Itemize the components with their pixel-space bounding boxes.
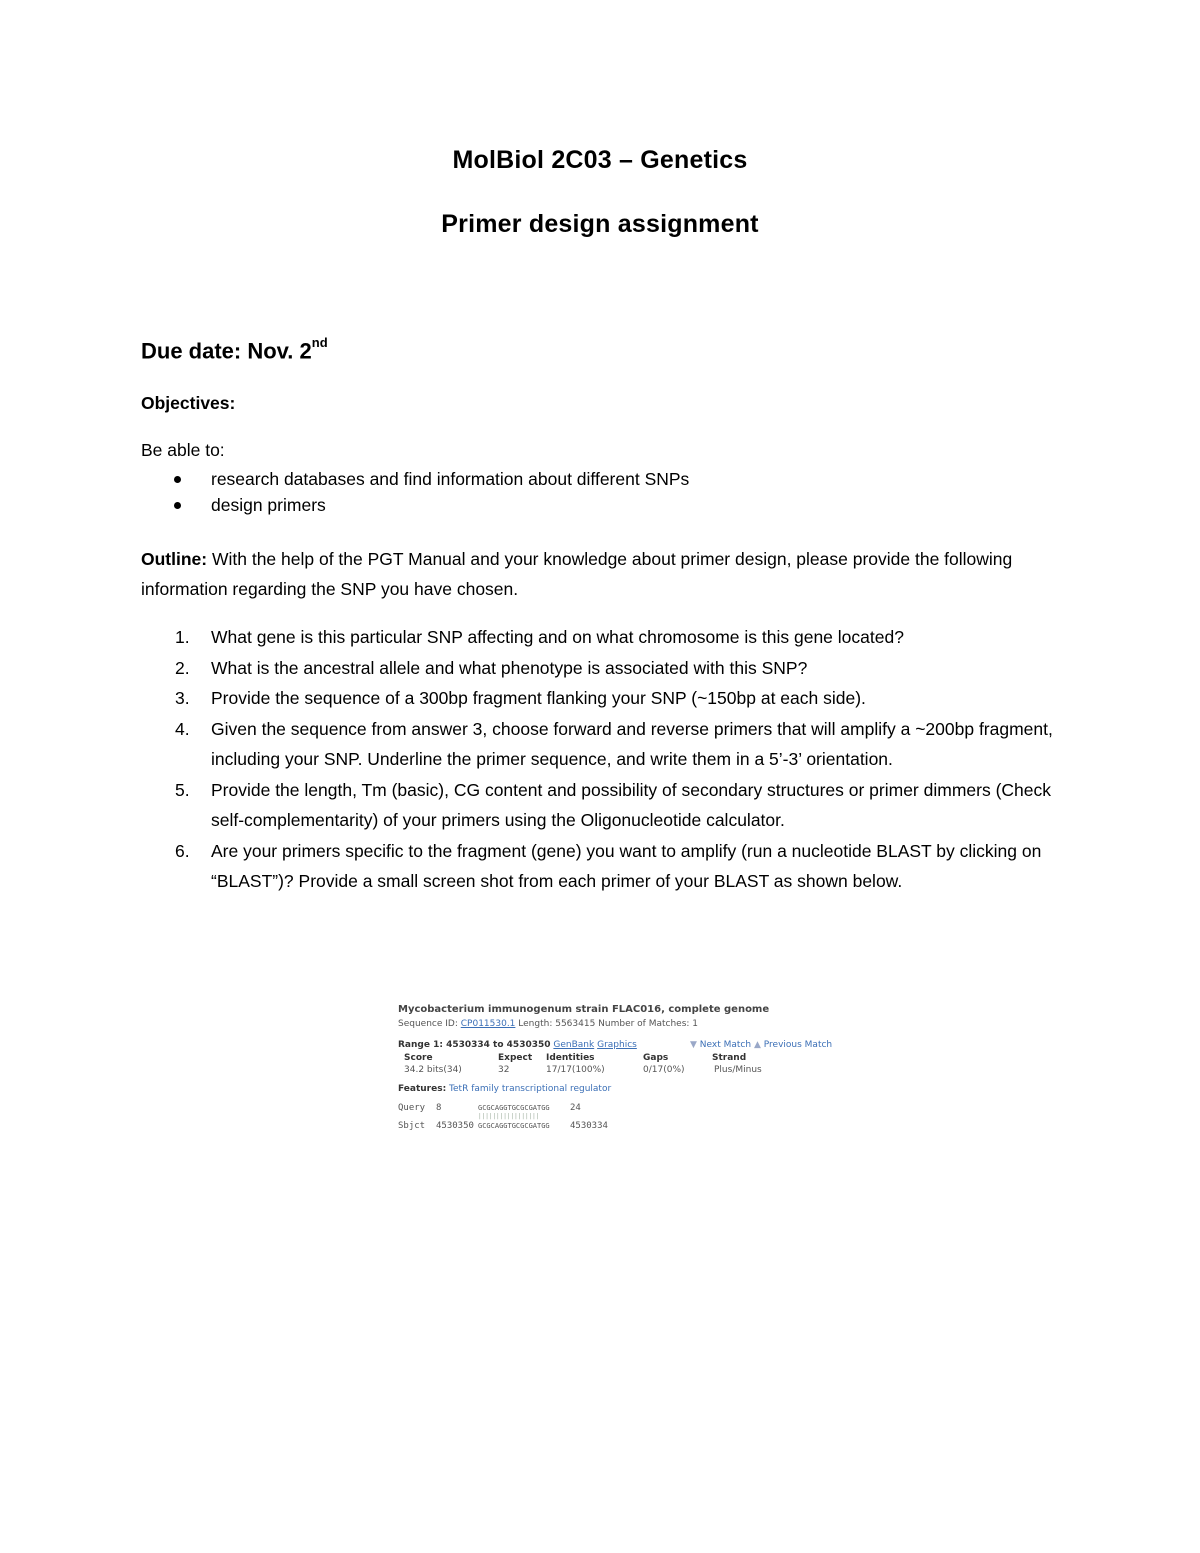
course-title: MolBiol 2C03 – Genetics (452, 146, 748, 174)
blast-sbjct-line (398, 1121, 608, 1131)
question-text: Provide the sequence of a 300bp fragment flanking your SNP (~150bp at each side). (211, 688, 866, 708)
blast-val-score: 34.2 bits(34) (404, 1065, 462, 1075)
blast-match-nav (690, 1040, 832, 1050)
blast-match-line: ||||||||||||||||| (478, 1113, 540, 1120)
objectives-list (141, 466, 689, 518)
outline-label: Outline: (141, 549, 208, 569)
blast-features-line (398, 1084, 611, 1094)
list-item-text: design primers (211, 494, 326, 515)
blast-col-gaps: Gaps (643, 1053, 669, 1063)
blast-range-label: Range 1: 4530334 to 4530350 (398, 1040, 551, 1050)
blast-col-identities: Identities (546, 1053, 595, 1063)
question-item (141, 653, 1071, 684)
blast-val-expect: 32 (498, 1065, 510, 1075)
question-item (141, 836, 1071, 897)
blast-seq-suffix: Length: 5563415 Number of Matches: 1 (518, 1019, 699, 1029)
question-number: 3. (175, 688, 190, 708)
blast-next-match[interactable]: Next Match (699, 1040, 752, 1050)
blast-sbjct-start: 4530350 (436, 1121, 474, 1131)
blast-query-seq: GCGCAGGTGCGCGATGG (478, 1104, 550, 1112)
questions-list (141, 622, 1071, 897)
blast-sbjct-label: Sbjct (398, 1121, 426, 1131)
due-date-superscript: nd (311, 335, 328, 350)
question-text: Given the sequence from answer 3, choose forward and reverse primers that will amplify a ~200bp fragment, including your SNP. Underline the primer sequence, and write them in a 5’-3’ orientation. (211, 718, 1053, 769)
outline-paragraph (141, 544, 1071, 604)
blast-val-gaps: 0/17(0%) (643, 1065, 685, 1075)
blast-query-label: Query (398, 1103, 426, 1113)
question-number: 2. (175, 657, 190, 678)
blast-seq-id-link[interactable]: CP011530.1 (460, 1019, 516, 1029)
triangle-down-icon: ▼ (690, 1040, 697, 1050)
blast-screenshot (398, 1004, 833, 1134)
question-item (141, 683, 1071, 714)
blast-features-link[interactable]: TetR family transcriptional regulator (449, 1084, 612, 1094)
blast-query-line (398, 1103, 581, 1113)
blast-sbjct-seq: GCGCAGGTGCGCGATGG (478, 1122, 550, 1130)
list-item (141, 466, 689, 492)
objectives-intro: Be able to: (141, 440, 225, 460)
question-text: What gene is this particular SNP affecting and on what chromosome is this gene located? (211, 627, 904, 647)
question-item (141, 622, 1071, 653)
question-text: Provide the length, Tm (basic), CG content and possibility of secondary structures or primer dimmers (Check self-complementarity) of your primers using the Oligonucleotide calculator. (211, 779, 1051, 830)
assignment-title: Primer design assignment (441, 210, 759, 238)
bullet-icon (174, 476, 181, 483)
blast-range-line (398, 1040, 637, 1050)
blast-genbank-link[interactable]: GenBank (553, 1040, 595, 1050)
blast-previous-match[interactable]: Previous Match (763, 1040, 833, 1050)
question-number: 6. (175, 840, 190, 861)
blast-col-score: Score (404, 1053, 433, 1063)
triangle-up-icon: ▲ (753, 1040, 761, 1050)
outline-text: With the help of the PGT Manual and your knowledge about primer design, please provide the following information regarding the SNP you have chosen. (141, 549, 1013, 599)
question-number: 4. (175, 718, 190, 739)
question-text: What is the ancestral allele and what phenotype is associated with this SNP? (211, 657, 808, 678)
blast-graphics-link[interactable]: Graphics (597, 1040, 637, 1050)
question-item (141, 775, 1071, 836)
list-item-text: research databases and find information about different SNPs (211, 468, 690, 489)
blast-sbjct-end: 4530334 (570, 1121, 608, 1131)
question-item (141, 714, 1071, 775)
blast-query-end: 24 (570, 1103, 581, 1113)
question-number: 5. (175, 779, 190, 800)
blast-col-strand: Strand (712, 1053, 747, 1063)
bullet-icon (174, 502, 181, 509)
due-date (141, 335, 328, 364)
blast-features-label: Features: (398, 1084, 447, 1094)
blast-val-strand: Plus/Minus (714, 1065, 762, 1075)
blast-val-identities: 17/17(100%) (546, 1065, 605, 1075)
list-item (141, 492, 689, 518)
question-text: Are your primers specific to the fragment (gene) you want to amplify (run a nucleotide BLAST by clicking on “BLAST”)? Provide a small screen shot from each primer of your BLAST as shown below. (211, 840, 1042, 891)
due-date-text: Due date: Nov. 2 (141, 338, 312, 364)
blast-seq-prefix: Sequence ID: (398, 1019, 458, 1029)
blast-sequence-line (398, 1019, 698, 1029)
blast-hit-title: Mycobacterium immunogenum strain FLAC016, complete genome (398, 1004, 770, 1015)
question-number: 1. (175, 627, 190, 647)
blast-col-expect: Expect (498, 1053, 533, 1063)
objectives-heading: Objectives: (141, 393, 236, 413)
blast-query-start: 8 (436, 1103, 442, 1113)
